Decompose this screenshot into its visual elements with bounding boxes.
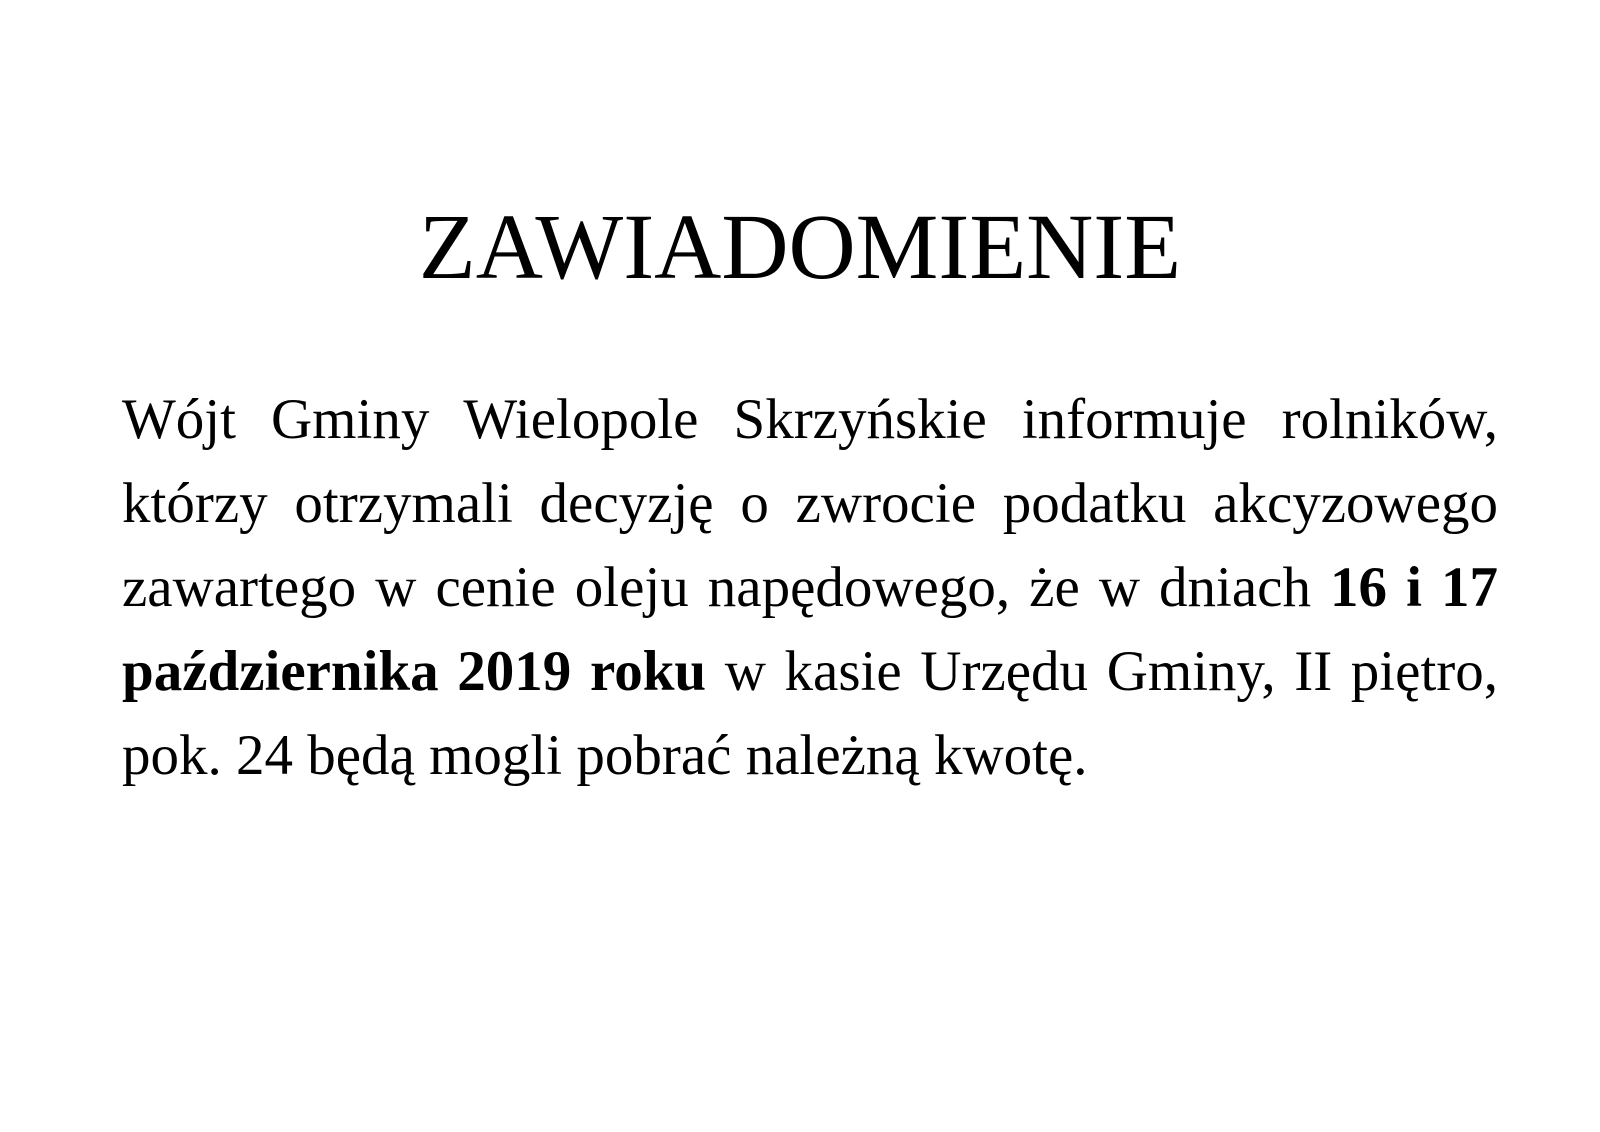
- notice-paragraph: [122, 378, 1498, 798]
- document-title: ZAWIADOMIENIE: [418, 196, 1182, 299]
- notice-text-part-2: w kasie Urzędu Gminy, II piętro, pok. 24 będą mogli pobrać należną kwotę.: [122, 640, 1499, 787]
- notice-date-bold: 16 i 17 października 2019 roku: [122, 556, 1499, 703]
- notice-text-part-1: Wójt Gminy Wielopole Skrzyńskie informuje rolników, którzy otrzymali decyzję o zwrocie podatku akcyzowego zawartego w cenie oleju napędowego, że w dniach: [122, 388, 1498, 619]
